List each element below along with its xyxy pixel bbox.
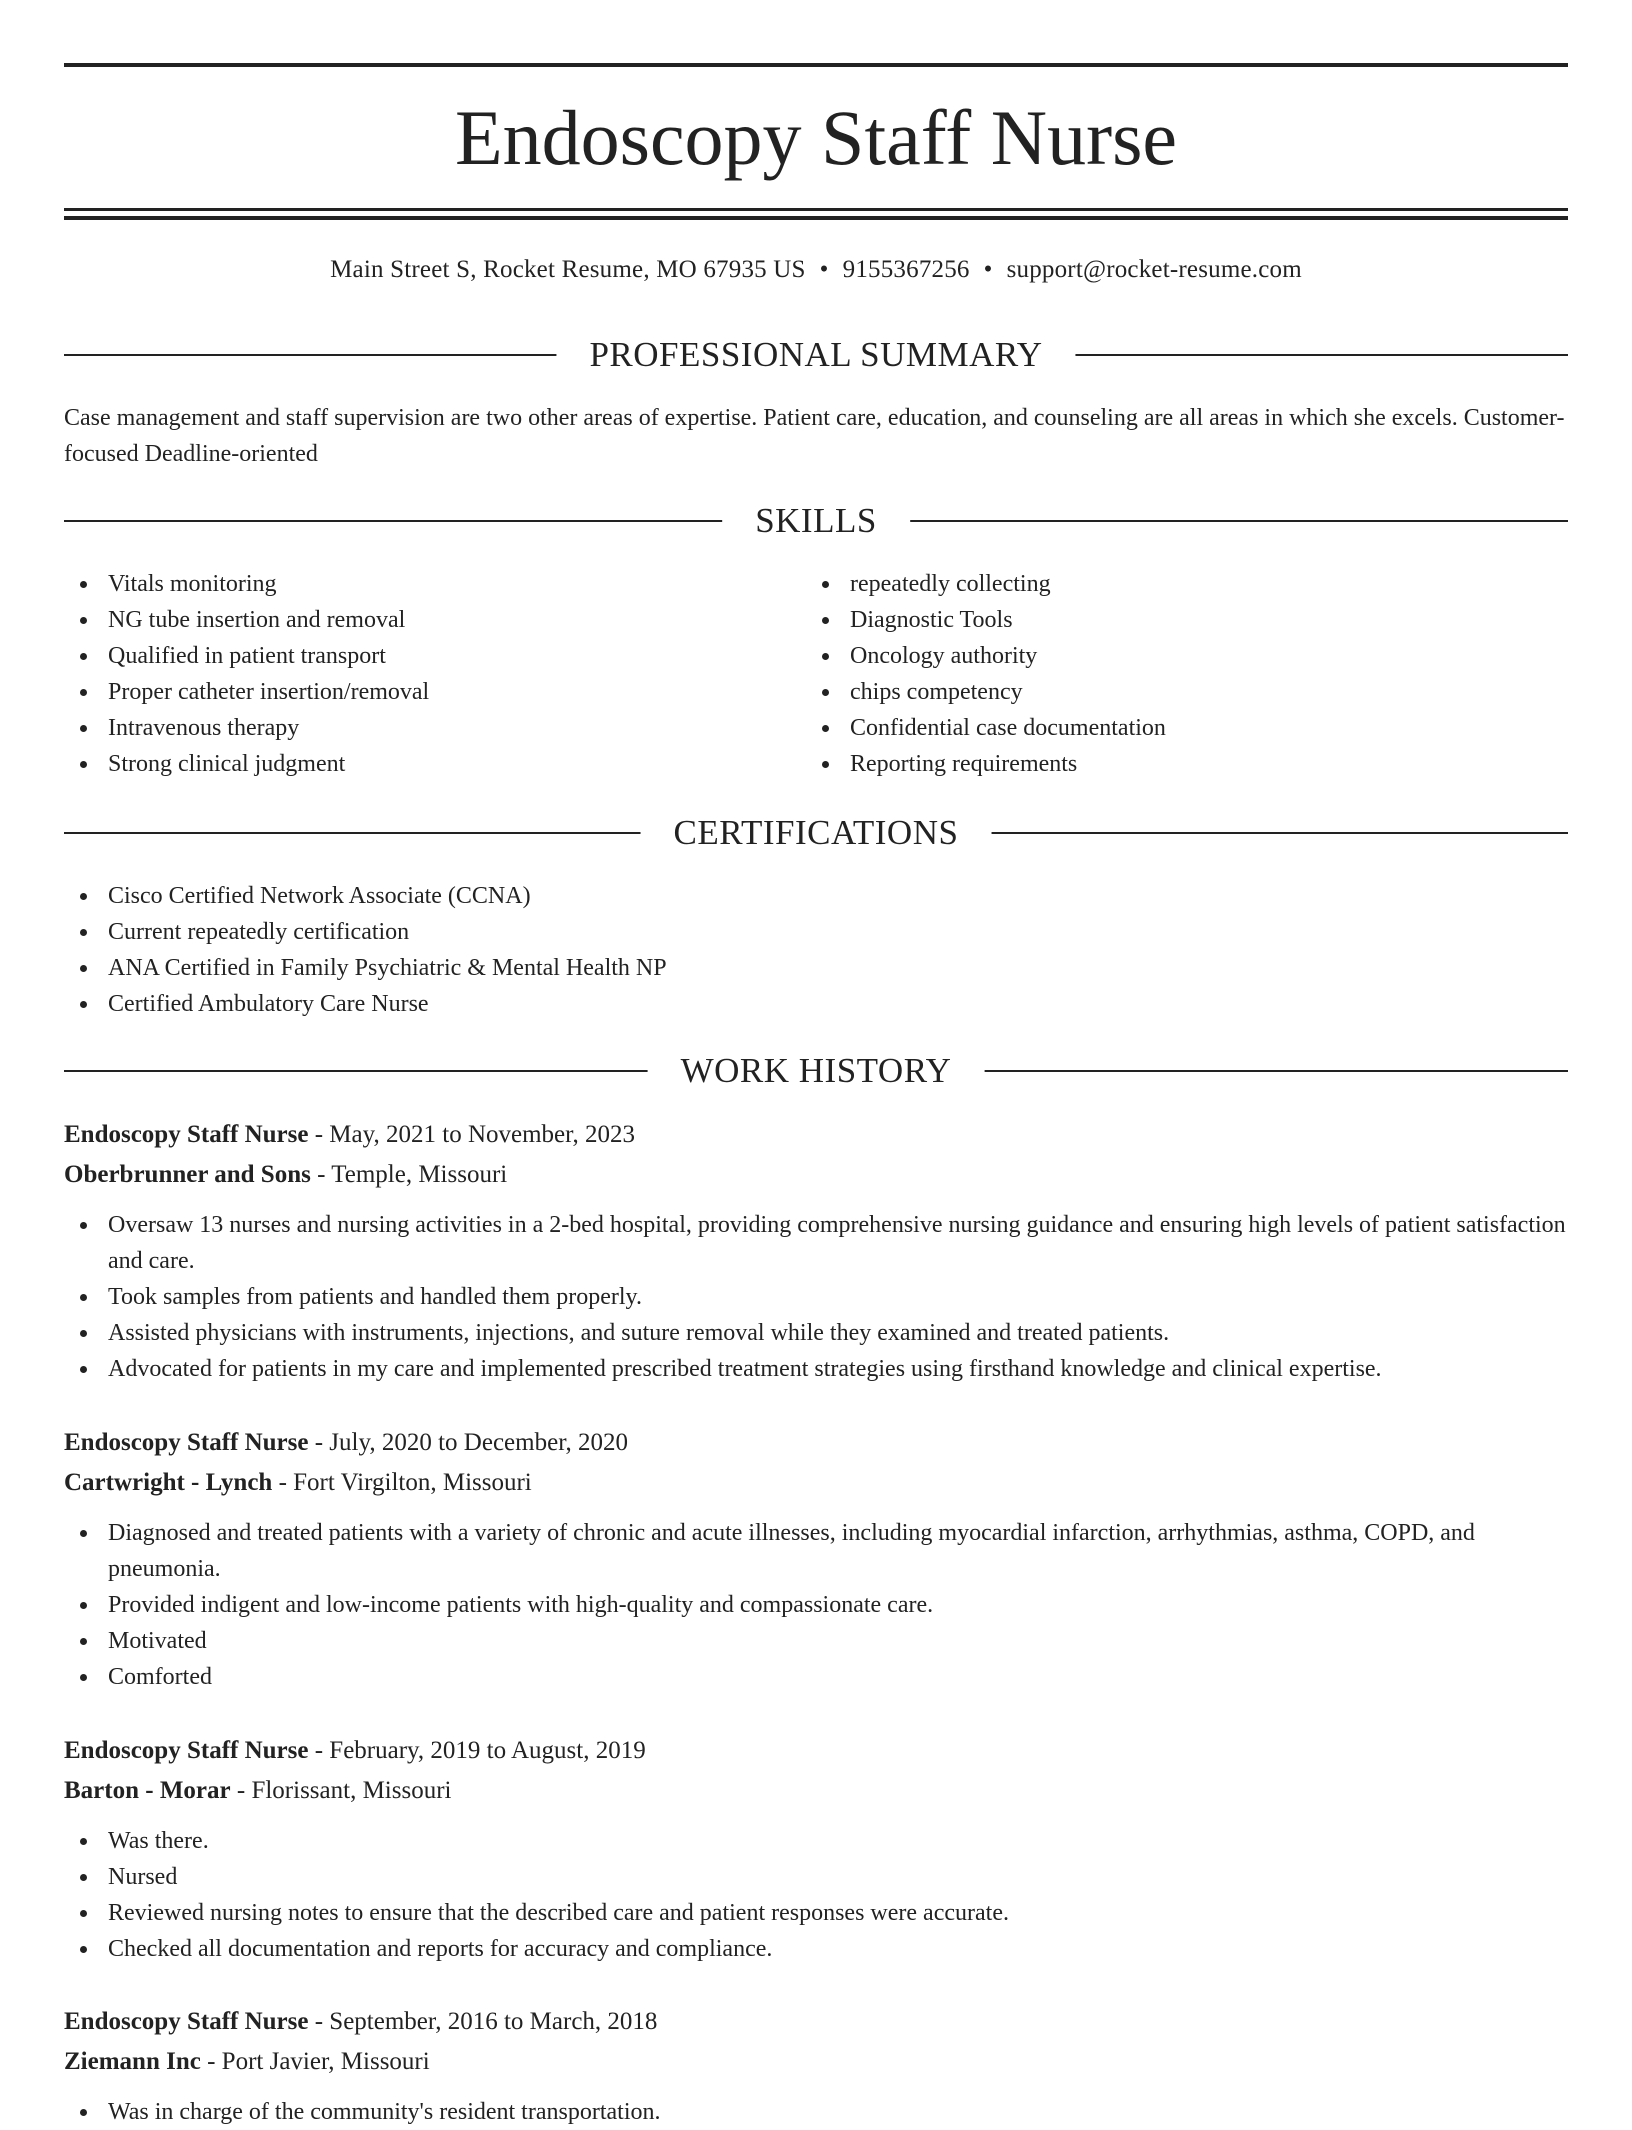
job-bullet: Provided indigent and low-income patients with high-quality and compassionate care. <box>64 1587 1568 1623</box>
job-location: - Florissant, Missouri <box>230 1777 452 1804</box>
job-title: Endoscopy Staff Nurse <box>64 2008 309 2035</box>
job-dates: - May, 2021 to November, 2023 <box>308 1121 635 1148</box>
skill-item: chips competency <box>806 674 1506 710</box>
job-company: Barton - Morar <box>64 1777 231 1804</box>
job-title: Endoscopy Staff Nurse <box>64 1737 309 1764</box>
section-title: SKILLS <box>722 501 910 541</box>
resume-title: Endoscopy Staff Nurse <box>454 94 1178 181</box>
job-title-row <box>64 2002 1568 2042</box>
job-title: Endoscopy Staff Nurse <box>64 1121 309 1148</box>
section-title: WORK HISTORY <box>648 1051 985 1091</box>
job-bullet: Reviewed nursing notes to ensure that the described care and patient responses were accurate. <box>64 1895 1568 1931</box>
job-title: Endoscopy Staff Nurse <box>64 1429 309 1456</box>
skills-list-right <box>806 566 1506 782</box>
contact-line <box>64 254 1568 286</box>
section-title: CERTIFICATIONS <box>641 813 992 853</box>
job-bullet: Was in charge of the community's resident transportation. <box>64 2094 1568 2130</box>
job-dates: - February, 2019 to August, 2019 <box>308 1737 646 1764</box>
job-entry <box>64 1115 1568 1387</box>
job-dates: - September, 2016 to March, 2018 <box>308 2008 658 2035</box>
skill-item: Qualified in patient transport <box>64 638 764 674</box>
certification-item: ANA Certified in Family Psychiatric & Mental Health NP <box>64 950 1568 986</box>
job-entry <box>64 1731 1568 1967</box>
job-entry <box>64 2002 1568 2130</box>
job-title-row <box>64 1731 1568 1771</box>
skill-item: Proper catheter insertion/removal <box>64 674 764 710</box>
skill-item: Oncology authority <box>806 638 1506 674</box>
job-location: - Port Javier, Missouri <box>200 2048 430 2075</box>
job-dates: - July, 2020 to December, 2020 <box>308 1429 629 1456</box>
title-rule-lower <box>64 216 1568 220</box>
certification-item: Cisco Certified Network Associate (CCNA) <box>64 878 1568 914</box>
skills-list-left <box>64 566 764 782</box>
contact-separator: • <box>983 256 993 283</box>
job-bullet: Nursed <box>64 1859 1568 1895</box>
job-bullet: Diagnosed and treated patients with a variety of chronic and acute illnesses, including myocardial infarction, arrhythmias, asthma, COPD, and pneumonia. <box>64 1515 1568 1587</box>
certification-item: Current repeatedly certification <box>64 914 1568 950</box>
section-skills-heading <box>64 501 1568 541</box>
skill-item: Reporting requirements <box>806 746 1506 782</box>
skill-item: NG tube insertion and removal <box>64 602 764 638</box>
job-bullet: Checked all documentation and reports for accuracy and compliance. <box>64 1931 1568 1967</box>
job-company: Oberbrunner and Sons <box>64 1161 311 1188</box>
section-work-heading <box>64 1051 1568 1091</box>
top-rule <box>64 63 1568 67</box>
job-bullet: Assisted physicians with instruments, injections, and suture removal while they examined and treated patients. <box>64 1315 1568 1351</box>
skill-item: Intravenous therapy <box>64 710 764 746</box>
job-company-row <box>64 1463 1568 1503</box>
job-company: Ziemann Inc <box>64 2048 201 2075</box>
contact-address: Main Street S, Rocket Resume, MO 67935 US <box>330 256 806 283</box>
job-company-row <box>64 1155 1568 1195</box>
skill-item: Confidential case documentation <box>806 710 1506 746</box>
job-bullets <box>64 1515 1568 1695</box>
skill-item: repeatedly collecting <box>806 566 1506 602</box>
summary-text: Case management and staff supervision are two other areas of expertise. Patient care, education, and counseling are all areas in which she excels. Customer-focused Deadline-oriented <box>64 405 1565 467</box>
section-summary-heading <box>64 335 1568 375</box>
section-title: PROFESSIONAL SUMMARY <box>556 335 1075 375</box>
skill-item: Diagnostic Tools <box>806 602 1506 638</box>
job-bullet: Oversaw 13 nurses and nursing activities in a 2-bed hospital, providing comprehensive nursing guidance and ensuring high levels of patient satisfaction and care. <box>64 1207 1568 1279</box>
job-company-row <box>64 1771 1568 1811</box>
title-rule-upper <box>64 208 1568 211</box>
job-company: Cartwright - Lynch <box>64 1469 273 1496</box>
job-title-row <box>64 1115 1568 1155</box>
section-certifications-heading <box>64 813 1568 853</box>
contact-separator: • <box>819 256 829 283</box>
job-bullet: Comforted <box>64 1659 1568 1695</box>
job-bullet: Motivated <box>64 1623 1568 1659</box>
skill-item: Strong clinical judgment <box>64 746 764 782</box>
job-bullet: Advocated for patients in my care and implemented prescribed treatment strategies using firsthand knowledge and clinical expertise. <box>64 1351 1568 1387</box>
job-bullets <box>64 1207 1568 1387</box>
job-location: - Fort Virgilton, Missouri <box>272 1469 532 1496</box>
certifications-list <box>64 878 1568 1022</box>
job-bullets <box>64 1823 1568 1967</box>
job-title-row <box>64 1423 1568 1463</box>
job-bullet: Was there. <box>64 1823 1568 1859</box>
contact-phone: 9155367256 <box>842 256 970 283</box>
job-entry <box>64 1423 1568 1695</box>
job-company-row <box>64 2042 1568 2082</box>
job-bullet: Took samples from patients and handled them properly. <box>64 1279 1568 1315</box>
contact-email: support@rocket-resume.com <box>1006 256 1302 283</box>
job-bullets <box>64 2094 1568 2130</box>
certification-item: Certified Ambulatory Care Nurse <box>64 986 1568 1022</box>
job-location: - Temple, Missouri <box>310 1161 508 1188</box>
skill-item: Vitals monitoring <box>64 566 764 602</box>
